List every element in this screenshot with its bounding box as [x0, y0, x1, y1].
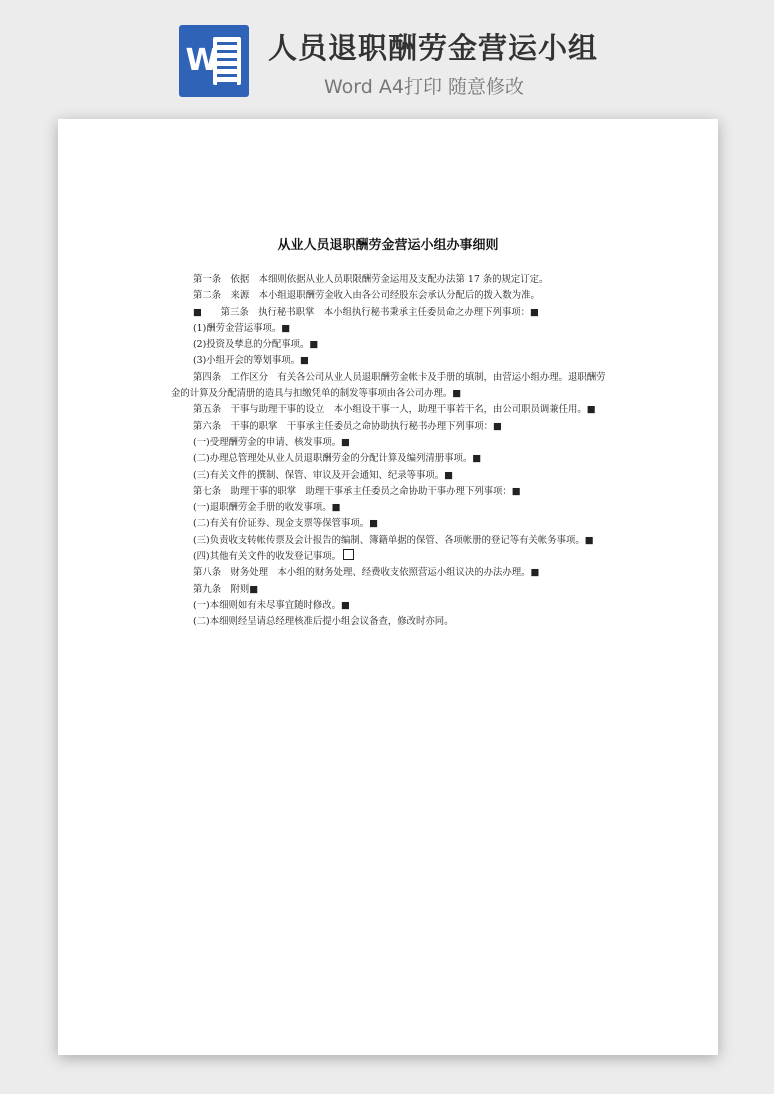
paragraph: (二)本细则经呈请总经理核准后提小组会议备查，修改时亦同。: [193, 616, 454, 628]
paragraph: 第二条 来源 本小组退职酬劳金收入由各公司经股东会承认分配后的拨入数为准。: [193, 290, 540, 302]
paragraph: (三)负责收支转帐传票及会计报告的编制、簿籍单据的保管、各项帐册的登记等有关帐务事项。■: [193, 534, 594, 546]
header-title: 人员退职酬劳金营运小组: [268, 31, 599, 65]
paragraph: (1)酬劳金营运事项。■: [193, 322, 291, 334]
paragraph: (二)办理总管理处从业人员退职酬劳金的分配计算及编列清册事项。■: [193, 453, 482, 465]
document-title: 从业人员退职酬劳金营运小组办事细则: [277, 238, 499, 253]
paragraph: (二)有关有价证券、现金支票等保管事项。■: [193, 518, 378, 530]
paragraph: (一)本细则如有未尽事宜随时修改。■: [193, 599, 350, 611]
header-subtitle: Word A4打印 随意修改: [324, 76, 525, 98]
document-page: [58, 119, 718, 1055]
paragraph: ■ 第三条 执行秘书职掌 本小组执行秘书秉承主任委员命之办理下列事项：■: [193, 306, 539, 318]
paragraph: 第九条 附则■: [193, 583, 259, 595]
paragraph: (2)投资及孳息的分配事项。■: [193, 339, 319, 351]
paragraph: (3)小组开会的筹划事项。■: [193, 355, 309, 367]
word-icon: [179, 25, 249, 97]
paragraph: (一)退职酬劳金手册的收发事项。■: [193, 502, 341, 514]
paragraph: (一)受理酬劳金的申请、核发事项。■: [193, 436, 350, 448]
paragraph: 第八条 财务处理 本小组的财务处理、经费收支依照营运小组议决的办法办理。■: [193, 567, 540, 579]
paragraph: 第四条 工作区分 有关各公司从业人员退职酬劳金帐卡及手册的填制，由营运小组办理。退职酬劳金的计算及分配清册的造具与扣缴凭单的制发等事项由各公司办理。■: [171, 371, 606, 400]
paragraph: 第七条 助理干事的职掌 助理干事承主任委员之命协助干事办理下列事项：■: [193, 485, 521, 497]
checkbox-glyph: [343, 549, 354, 560]
page-header: [0, 0, 774, 112]
word-icon-letter: W: [185, 43, 219, 78]
document-body: [171, 272, 611, 631]
paragraph: 第一条 依据 本细则依据从业人员职限酬劳金运用及支配办法第 17 条的规定订定。: [193, 274, 549, 285]
paragraph: 第五条 干事与助理干事的设立 本小组设干事一人，助理干事若干名，由公司职员调兼任用。■: [193, 404, 596, 416]
paragraph-text: (四)其他有关文件的收发登记事项。: [193, 551, 341, 563]
paragraph: (三)有关文件的撰制、保管、审议及开会通知、纪录等事项。■: [193, 469, 453, 481]
paragraph: 第六条 干事的职掌 干事承主任委员之命协助执行秘书办理下列事项：■: [193, 420, 502, 432]
paragraph-with-checkbox: [171, 549, 611, 565]
